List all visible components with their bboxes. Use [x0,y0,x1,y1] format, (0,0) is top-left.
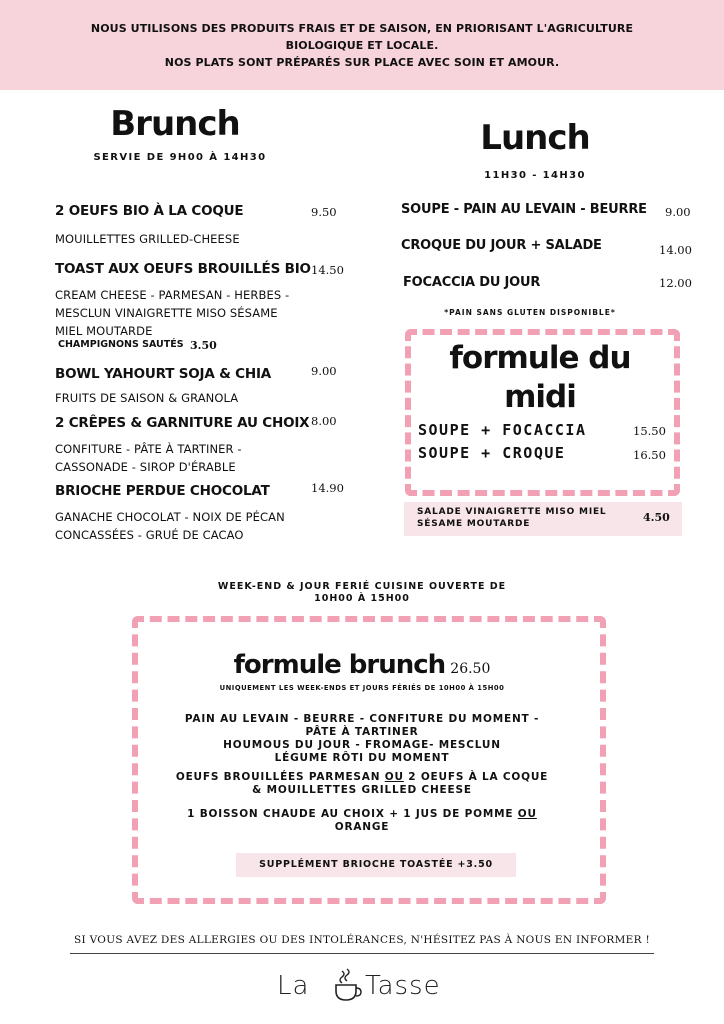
formule-brunch-line: ORANGE [334,821,390,833]
formule-brunch-line: PAIN AU LEVAIN - BEURRE - CONFITURE DU MOMENT - [184,713,540,725]
formule-midi-price: 16.50 [633,448,666,462]
lunch-item-price: 14.00 [659,243,692,257]
salade-supplement-line-1: SALADE VINAIGRETTE MISO MIEL [417,507,607,517]
brunch-item-price: 14.50 [311,263,344,277]
brunch-item-name: BRIOCHE PERDUE CHOCOLAT [55,483,270,499]
formule-brunch-subtitle: UNIQUEMENT LES WEEK-ENDS ET JOURS FÉRIÉS DE 10H00 À 15H00 [219,684,505,692]
formule-midi-title-1: formule du [449,340,631,376]
brioche-supplement: SUPPLÉMENT BRIOCHE TOASTÉE +3.50 [259,859,493,870]
brunch-item-desc: MESCLUN VINAIGRETTE MISO SÉSAME [55,306,278,320]
formule-brunch-or: OU [384,771,404,783]
logo-text-left: La [277,971,310,1001]
brunch-item-price: 14.90 [311,481,344,495]
salade-supplement-line-2: SÉSAME MOUTARDE [417,519,531,529]
lunch-item-name: SOUPE - PAIN AU LEVAIN - BEURRE [401,202,647,217]
brunch-item-desc: GANACHE CHOCOLAT - NOIX DE PÉCAN [55,510,285,524]
top-banner [0,0,724,90]
formule-midi-item: SOUPE + CROQUE [418,444,566,462]
formule-brunch-eggs-a: OEUFS BROUILLÉES PARMESAN [175,771,385,783]
brunch-extra-price: 3.50 [190,339,217,352]
brunch-item-desc: CONCASSÉES - GRUÉ DE CACAO [55,528,244,542]
formule-midi-item: SOUPE + FOCACCIA [418,421,587,439]
formule-brunch-line: LÉGUME RÔTI DU MOMENT [274,752,450,764]
formule-brunch-line [150,771,574,784]
formule-midi-title-2: midi [504,379,576,415]
formule-midi-price: 15.50 [633,424,666,438]
brunch-item-desc: CONFITURE - PÂTE À TARTINER - [55,442,242,456]
formule-brunch-heading [150,650,574,680]
footer-divider [70,953,654,954]
brunch-item-desc: CASSONADE - SIROP D'ÉRABLE [55,460,236,474]
brunch-item-name: TOAST AUX OEUFS BROUILLÉS BIO [55,261,311,277]
brunch-extra-name: CHAMPIGNONS SAUTÉS [58,339,184,350]
lunch-item-price: 12.00 [659,276,692,290]
weekend-line-1: WEEK-END & JOUR FERIÉ CUISINE OUVERTE DE [217,581,507,592]
formule-brunch-title: formule brunch [233,650,446,680]
la-tasse-logo [277,967,457,1007]
brunch-item-desc: MOUILLETTES GRILLED-CHEESE [55,232,240,246]
banner-line-1: NOUS UTILISONS DES PRODUITS FRAIS ET DE SAISON, EN PRIORISANT L'AGRICULTURE [90,22,634,35]
formule-brunch-block-3 [150,808,574,834]
formule-brunch-eggs-b: 2 OEUFS À LA COQUE [403,771,549,783]
gluten-free-note: *PAIN SANS GLUTEN DISPONIBLE* [444,308,616,317]
brunch-item-desc: CREAM CHEESE - PARMESAN - HERBES - [55,288,290,302]
formule-brunch-line: & MOUILLETTES GRILLED CHEESE [252,784,472,796]
formule-brunch-or: OU [517,808,537,820]
banner-line-3: NOS PLATS SONT PRÉPARÉS SUR PLACE AVEC SOIN ET AMOUR. [164,56,560,69]
brunch-item-name: BOWL YAHOURT SOJA & CHIA [55,366,272,382]
salade-supplement-price: 4.50 [643,511,670,524]
formule-brunch-drink: 1 BOISSON CHAUDE AU CHOIX + 1 JUS DE POMME [187,808,518,820]
lunch-item-name: CROQUE DU JOUR + SALADE [401,238,602,253]
allergy-note: SI VOUS AVEZ DES ALLERGIES OU DES INTOLÉRANCES, N'HÉSITEZ PAS À NOUS EN INFORMER ! [74,934,650,946]
formule-brunch-line: PÂTE À TARTINER [305,726,419,738]
brunch-title: Brunch [110,104,240,144]
brunch-item-name: 2 CRÊPES & GARNITURE AU CHOIX [55,415,310,431]
lunch-item-price: 9.00 [665,205,691,219]
lunch-item-name: FOCACCIA DU JOUR [403,275,541,290]
brunch-item-desc: MIEL MOUTARDE [55,324,153,338]
formule-brunch-price: 26.50 [450,661,491,677]
formule-brunch-block-2 [150,771,574,797]
brunch-item-price: 9.00 [311,364,337,378]
formule-brunch-block-1 [150,713,574,765]
banner-line-2: BIOLOGIQUE ET LOCALE. [285,39,439,52]
coffee-cup-icon [332,967,362,1003]
brunch-item-name: 2 OEUFS BIO À LA COQUE [55,203,244,219]
weekend-line-2: 10H00 À 15H00 [314,593,410,604]
logo-text-right: Tasse [365,971,441,1001]
lunch-subtitle: 11H30 - 14H30 [484,170,586,181]
brunch-item-price: 8.00 [311,414,337,428]
brunch-item-price: 9.50 [311,205,337,219]
lunch-title: Lunch [480,118,590,158]
brunch-item-desc: FRUITS DE SAISON & GRANOLA [55,391,239,405]
formule-brunch-line [150,808,574,821]
formule-brunch-line: HOUMOUS DU JOUR - FROMAGE- MESCLUN [223,739,501,751]
brunch-subtitle: SERVIE DE 9H00 À 14H30 [93,152,267,163]
